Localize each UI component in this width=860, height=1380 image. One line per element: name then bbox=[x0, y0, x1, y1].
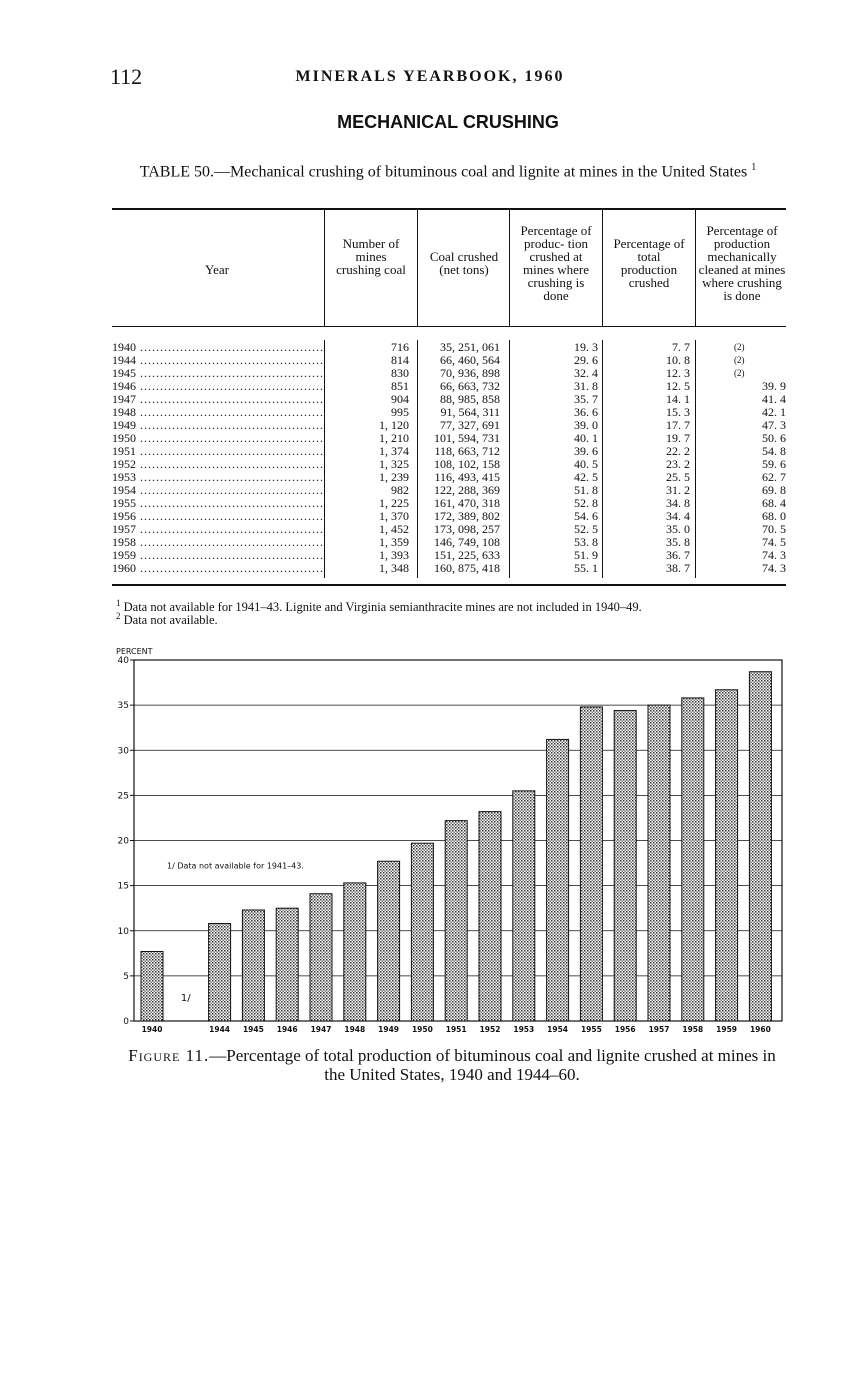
cell-pct-cleaned: (2) bbox=[734, 368, 745, 378]
cell-year: 1948 ..... bbox=[112, 406, 324, 419]
x-tick-label: 1945 bbox=[242, 1025, 264, 1034]
section-title: MECHANICAL CRUSHING bbox=[337, 112, 559, 132]
cell-year: 1955 ..... bbox=[112, 497, 324, 510]
cell-pct-crushed-at-mines: 51. 9 bbox=[574, 548, 598, 562]
header-pct-crushed-at-mines: Percentage of produc- tion crushed at mines where crushing is done bbox=[520, 223, 592, 303]
cell-mines: 851 bbox=[391, 379, 409, 393]
bar-1944 bbox=[209, 924, 231, 1021]
x-tick-label: 1956 bbox=[614, 1025, 636, 1034]
cell-pct-crushed-at-mines: 39. 6 bbox=[574, 444, 598, 458]
cell-pct-crushed-at-mines: 40. 5 bbox=[574, 457, 598, 471]
cell-pct-total-crushed: 22. 2 bbox=[666, 444, 690, 458]
cell-coal-crushed: 146, 749, 108 bbox=[434, 535, 500, 549]
cell-pct-cleaned: 68. 0 bbox=[762, 509, 786, 523]
cell-pct-cleaned: 42. 1 bbox=[762, 405, 786, 419]
footnote-2-text: Data not available. bbox=[123, 613, 218, 628]
bar-1947 bbox=[310, 894, 332, 1021]
cell-pct-cleaned: 50. 6 bbox=[762, 431, 786, 445]
cell-year: 1957 ..... bbox=[112, 523, 324, 536]
y-tick-label: 15 bbox=[117, 881, 129, 892]
y-tick-label: 25 bbox=[117, 791, 129, 802]
cell-coal-crushed: 66, 460, 564 bbox=[440, 353, 500, 367]
header-pct-total-crushed: Percentage of total production crushed bbox=[613, 236, 685, 290]
header-coal-crushed: Coal crushed (net tons) bbox=[429, 249, 499, 277]
footnote-2-mark: 2 bbox=[116, 611, 121, 621]
x-tick-label: 1957 bbox=[648, 1025, 670, 1034]
cell-pct-cleaned: 68. 4 bbox=[762, 496, 786, 510]
table-bottom-rule bbox=[112, 584, 786, 586]
cell-year: 1960 ..... bbox=[112, 562, 324, 575]
cell-pct-crushed-at-mines: 40. 1 bbox=[574, 431, 598, 445]
bar-1945 bbox=[242, 910, 264, 1021]
cell-pct-cleaned: 41. 4 bbox=[762, 392, 786, 406]
cell-mines: 830 bbox=[391, 366, 409, 380]
cell-pct-cleaned: 62. 7 bbox=[762, 470, 786, 484]
bar-1958 bbox=[682, 698, 704, 1021]
x-tick-label: 1950 bbox=[411, 1025, 433, 1034]
cell-pct-cleaned: 39. 9 bbox=[762, 379, 786, 393]
bar-1954 bbox=[547, 739, 569, 1021]
cell-pct-total-crushed: 12. 5 bbox=[666, 379, 690, 393]
cell-coal-crushed: 35, 251, 061 bbox=[440, 340, 500, 354]
cell-year: 1944 ..... bbox=[112, 354, 324, 367]
cell-pct-crushed-at-mines: 55. 1 bbox=[574, 561, 598, 575]
cell-mines: 1, 239 bbox=[379, 470, 409, 484]
cell-pct-cleaned: 47. 3 bbox=[762, 418, 786, 432]
cell-pct-total-crushed: 34. 8 bbox=[666, 496, 690, 510]
cell-year: 1958 ..... bbox=[112, 536, 324, 549]
column-divider bbox=[324, 210, 325, 326]
cell-coal-crushed: 101, 594, 731 bbox=[434, 431, 500, 445]
y-tick-label: 0 bbox=[123, 1017, 129, 1027]
cell-pct-crushed-at-mines: 35. 7 bbox=[574, 392, 598, 406]
cell-coal-crushed: 108, 102, 158 bbox=[434, 457, 500, 471]
table-caption-text: TABLE 50.—Mechanical crushing of bituminous coal and lignite at mines in the United States bbox=[139, 163, 748, 181]
y-axis-label: PERCENT bbox=[116, 647, 153, 656]
cell-coal-crushed: 88, 985, 858 bbox=[440, 392, 500, 406]
x-tick-label: 1952 bbox=[479, 1025, 501, 1034]
bar-1952 bbox=[479, 812, 501, 1021]
cell-year: 1959 ..... bbox=[112, 549, 324, 562]
cell-pct-total-crushed: 31. 2 bbox=[666, 483, 690, 497]
cell-pct-total-crushed: 10. 8 bbox=[666, 353, 690, 367]
cell-year: 1952 ..... bbox=[112, 458, 324, 471]
cell-mines: 814 bbox=[391, 353, 409, 367]
bar-1948 bbox=[344, 883, 366, 1021]
x-tick-label: 1959 bbox=[716, 1025, 738, 1034]
gap-marker: 1/ bbox=[180, 993, 191, 1005]
cell-pct-total-crushed: 35. 8 bbox=[666, 535, 690, 549]
bar-1957 bbox=[648, 705, 670, 1021]
cell-pct-total-crushed: 17. 7 bbox=[666, 418, 690, 432]
cell-pct-crushed-at-mines: 52. 8 bbox=[574, 496, 598, 510]
page-number: 112 bbox=[110, 64, 143, 89]
figure-label: Figure 11. bbox=[128, 1046, 210, 1065]
column-divider bbox=[509, 210, 510, 326]
column-divider bbox=[695, 210, 696, 326]
y-tick-label: 20 bbox=[117, 836, 129, 847]
cell-pct-crushed-at-mines: 52. 5 bbox=[574, 522, 598, 536]
cell-pct-crushed-at-mines: 31. 8 bbox=[574, 379, 598, 393]
cell-year: 1947 ..... bbox=[112, 393, 324, 406]
cell-year: 1956 ..... bbox=[112, 510, 324, 523]
x-tick-label: 1944 bbox=[209, 1025, 231, 1034]
footnote-2 bbox=[116, 609, 218, 627]
cell-pct-cleaned: 54. 8 bbox=[762, 444, 786, 458]
x-tick-label: 1946 bbox=[276, 1025, 298, 1034]
cell-mines: 1, 393 bbox=[379, 548, 409, 562]
x-tick-label: 1955 bbox=[580, 1025, 602, 1034]
cell-mines: 1, 210 bbox=[379, 431, 409, 445]
x-tick-label: 1949 bbox=[378, 1025, 400, 1034]
x-tick-label: 1948 bbox=[344, 1025, 366, 1034]
bar-1940 bbox=[141, 952, 163, 1021]
cell-mines: 1, 452 bbox=[379, 522, 409, 536]
cell-pct-cleaned: 74. 3 bbox=[762, 561, 786, 575]
percentage-crushed-bar-chart bbox=[110, 644, 790, 1039]
y-tick-label: 40 bbox=[117, 656, 129, 666]
footnote-1 bbox=[116, 596, 796, 614]
y-tick-label: 5 bbox=[123, 971, 129, 982]
footnote-1-text: Data not available for 1941–43. Lignite and Virginia semianthracite mines are not included in 1940–49. bbox=[123, 600, 642, 615]
cell-pct-total-crushed: 36. 7 bbox=[666, 548, 690, 562]
x-tick-label: 1953 bbox=[513, 1025, 535, 1034]
cell-pct-total-crushed: 38. 7 bbox=[666, 561, 690, 575]
bar-1949 bbox=[378, 861, 400, 1021]
x-tick-label: 1940 bbox=[141, 1025, 163, 1034]
cell-coal-crushed: 118, 663, 712 bbox=[434, 444, 500, 458]
y-tick-label: 10 bbox=[117, 926, 129, 937]
cell-pct-cleaned: (2) bbox=[734, 342, 745, 352]
x-tick-label: 1958 bbox=[682, 1025, 704, 1034]
cell-mines: 1, 225 bbox=[379, 496, 409, 510]
cell-coal-crushed: 66, 663, 732 bbox=[440, 379, 500, 393]
cell-coal-crushed: 151, 225, 633 bbox=[434, 548, 500, 562]
cell-coal-crushed: 161, 470, 318 bbox=[434, 496, 500, 510]
table-caption-footnote-ref: 1 bbox=[751, 162, 757, 173]
cell-mines: 995 bbox=[391, 405, 409, 419]
cell-pct-total-crushed: 25. 5 bbox=[666, 470, 690, 484]
cell-pct-total-crushed: 15. 3 bbox=[666, 405, 690, 419]
cell-mines: 904 bbox=[391, 392, 409, 406]
cell-year: 1954 ..... bbox=[112, 484, 324, 497]
cell-pct-crushed-at-mines: 51. 8 bbox=[574, 483, 598, 497]
chart-annotation: 1/ Data not available for 1941–43. bbox=[167, 861, 304, 871]
running-head: MINERALS YEARBOOK, 1960 bbox=[295, 68, 565, 85]
cell-coal-crushed: 173, 098, 257 bbox=[434, 522, 500, 536]
cell-mines: 1, 359 bbox=[379, 535, 409, 549]
header-pct-cleaned: Percentage of production mechanically cleaned at mines where crushing is done bbox=[698, 223, 786, 303]
cell-pct-total-crushed: 14. 1 bbox=[666, 392, 690, 406]
cell-pct-total-crushed: 12. 3 bbox=[666, 366, 690, 380]
cell-pct-crushed-at-mines: 39. 0 bbox=[574, 418, 598, 432]
cell-coal-crushed: 122, 288, 369 bbox=[434, 483, 500, 497]
cell-year: 1950 ..... bbox=[112, 432, 324, 445]
cell-year: 1953 ..... bbox=[112, 471, 324, 484]
bar-1953 bbox=[513, 791, 535, 1021]
cell-pct-crushed-at-mines: 53. 8 bbox=[574, 535, 598, 549]
figure-caption-text: —Percentage of total production of bituminous coal and lignite crushed at mines in the United States, 1940 and 1944–60. bbox=[209, 1046, 776, 1084]
cell-pct-crushed-at-mines: 54. 6 bbox=[574, 509, 598, 523]
x-tick-label: 1960 bbox=[749, 1025, 771, 1034]
header-mines: Number of mines crushing coal bbox=[336, 236, 406, 277]
cell-year: 1945 ..... bbox=[112, 367, 324, 380]
cell-pct-crushed-at-mines: 19. 3 bbox=[574, 340, 598, 354]
cell-pct-cleaned: (2) bbox=[734, 355, 745, 365]
y-tick-label: 30 bbox=[117, 746, 129, 757]
cell-pct-crushed-at-mines: 36. 6 bbox=[574, 405, 598, 419]
x-tick-label: 1947 bbox=[310, 1025, 332, 1034]
cell-year: 1949 ..... bbox=[112, 419, 324, 432]
column-divider bbox=[602, 210, 603, 326]
cell-coal-crushed: 116, 493, 415 bbox=[434, 470, 500, 484]
cell-coal-crushed: 91, 564, 311 bbox=[440, 405, 500, 419]
cell-mines: 982 bbox=[391, 483, 409, 497]
table-caption bbox=[110, 158, 786, 181]
cell-coal-crushed: 172, 389, 802 bbox=[434, 509, 500, 523]
bar-1955 bbox=[580, 707, 602, 1021]
bar-1946 bbox=[276, 908, 298, 1021]
cell-pct-cleaned: 69. 8 bbox=[762, 483, 786, 497]
cell-pct-total-crushed: 34. 4 bbox=[666, 509, 690, 523]
cell-pct-total-crushed: 35. 0 bbox=[666, 522, 690, 536]
column-divider bbox=[417, 210, 418, 326]
cell-coal-crushed: 77, 327, 691 bbox=[440, 418, 500, 432]
cell-pct-crushed-at-mines: 42. 5 bbox=[574, 470, 598, 484]
cell-mines: 1, 370 bbox=[379, 509, 409, 523]
cell-mines: 1, 120 bbox=[379, 418, 409, 432]
cell-pct-total-crushed: 7. 7 bbox=[672, 340, 690, 354]
cell-mines: 1, 348 bbox=[379, 561, 409, 575]
bar-1956 bbox=[614, 711, 636, 1021]
cell-mines: 1, 374 bbox=[379, 444, 409, 458]
cell-pct-cleaned: 74. 3 bbox=[762, 548, 786, 562]
table-top-rule bbox=[112, 208, 786, 210]
cell-coal-crushed: 160, 875, 418 bbox=[434, 561, 500, 575]
x-tick-label: 1951 bbox=[445, 1025, 467, 1034]
bar-1950 bbox=[411, 843, 433, 1021]
cell-year: 1951 ..... bbox=[112, 445, 324, 458]
y-tick-label: 35 bbox=[117, 701, 129, 712]
table-row bbox=[112, 562, 786, 575]
cell-year: 1940 ..... bbox=[112, 341, 324, 354]
cell-pct-cleaned: 74. 5 bbox=[762, 535, 786, 549]
footnote-1-mark: 1 bbox=[116, 598, 121, 608]
cell-mines: 1, 325 bbox=[379, 457, 409, 471]
cell-mines: 716 bbox=[391, 340, 409, 354]
cell-pct-crushed-at-mines: 29. 6 bbox=[574, 353, 598, 367]
cell-pct-total-crushed: 19. 7 bbox=[666, 431, 690, 445]
bar-1960 bbox=[749, 672, 771, 1021]
cell-pct-crushed-at-mines: 32. 4 bbox=[574, 366, 598, 380]
figure-caption bbox=[116, 1046, 788, 1084]
cell-pct-cleaned: 59. 6 bbox=[762, 457, 786, 471]
cell-coal-crushed: 70, 936, 898 bbox=[440, 366, 500, 380]
table-header-rule bbox=[112, 326, 786, 327]
cell-pct-total-crushed: 23. 2 bbox=[666, 457, 690, 471]
x-tick-label: 1954 bbox=[547, 1025, 569, 1034]
cell-pct-cleaned: 70. 5 bbox=[762, 522, 786, 536]
header-year: Year bbox=[205, 262, 229, 277]
cell-year: 1946 ..... bbox=[112, 380, 324, 393]
bar-1959 bbox=[716, 690, 738, 1021]
bar-1951 bbox=[445, 821, 467, 1021]
